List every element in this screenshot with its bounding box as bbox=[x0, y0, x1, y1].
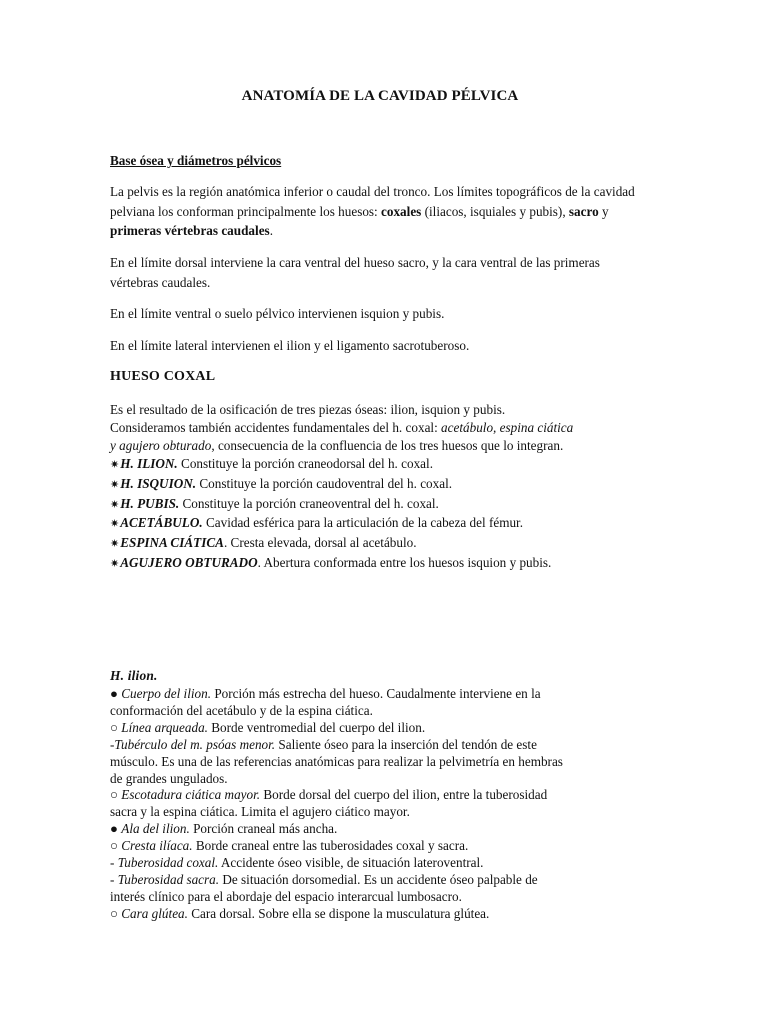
item-desc: Constituye la porción caudoventral del h. coxal. bbox=[196, 475, 453, 491]
list-item bbox=[110, 821, 650, 838]
paragraph-text: . bbox=[269, 223, 273, 238]
asterisk-bullet-icon: ✷ bbox=[110, 538, 120, 551]
asterisk-bullet-icon: ✷ bbox=[110, 458, 120, 471]
list-item bbox=[110, 475, 650, 495]
item-desc: Borde dorsal del cuerpo del ilion, entre la tuberosidad bbox=[260, 787, 548, 803]
bullet-icon: ○ bbox=[110, 787, 122, 803]
list-item bbox=[110, 754, 650, 771]
list-item bbox=[110, 686, 650, 703]
bullet-icon: - bbox=[110, 736, 115, 752]
intro-line-2 bbox=[110, 419, 650, 437]
item-term: Cara glútea. bbox=[121, 905, 188, 921]
heading-text: H. ilion. bbox=[110, 668, 158, 683]
item-desc: Saliente óseo para la inserción del tendón de este bbox=[275, 736, 537, 752]
paragraph-text: La pelvis es la región anatómica inferior o caudal del tronco. Los límites topográficos de la cavidad pelviana los conforman principalmente los huesos: bbox=[110, 184, 635, 219]
list-item bbox=[110, 855, 650, 872]
bullet-icon: - bbox=[110, 855, 118, 871]
bullet-icon: ○ bbox=[110, 905, 122, 921]
bullet-icon: ● bbox=[110, 686, 122, 701]
item-term: Tuberosidad coxal. bbox=[117, 855, 219, 871]
section-heading-hueso-coxal: HUESO COXAL bbox=[110, 369, 216, 384]
intro-text: Consideramos también accidentes fundamentales del h. coxal: bbox=[110, 419, 442, 435]
document-title: ANATOMÍA DE LA CAVIDAD PÉLVICA bbox=[241, 88, 519, 104]
item-term: H. PUBIS. bbox=[120, 495, 180, 511]
list-item bbox=[110, 455, 650, 475]
item-desc: . Abertura conformada entre los huesos isquion y pubis. bbox=[257, 555, 552, 571]
paragraph-limite-lateral: En el límite lateral intervienen el ilion y el ligamento sacrotuberoso. bbox=[110, 338, 470, 353]
paragraph-text: y bbox=[598, 203, 609, 219]
list-item bbox=[110, 514, 650, 534]
list-item bbox=[110, 872, 650, 889]
item-desc: Accidente óseo visible, de situación lateroventral. bbox=[218, 855, 484, 871]
item-desc: Cara dorsal. Sobre ella se dispone la musculatura glútea. bbox=[187, 905, 490, 921]
bullet-icon: - bbox=[110, 871, 118, 887]
item-desc: Cavidad esférica para la articulación de la cabeza del fémur. bbox=[202, 515, 524, 531]
list-item bbox=[110, 787, 650, 804]
item-desc: conformación del acetábulo y de la espina ciática. bbox=[110, 702, 373, 718]
item-term: Escotadura ciática mayor. bbox=[121, 787, 261, 803]
item-term: Cresta ilíaca. bbox=[121, 838, 193, 854]
bold-term-coxales: coxales bbox=[381, 203, 422, 219]
item-desc: Porción más estrecha del hueso. Caudalmente interviene en la bbox=[211, 686, 541, 701]
item-desc: . Cresta elevada, dorsal al acetábulo. bbox=[223, 535, 417, 551]
paragraph-limite-dorsal: En el límite dorsal interviene la cara ventral del hueso sacro, y la cara ventral de las primeras vértebras caudales. bbox=[110, 255, 600, 290]
bullet-icon: ○ bbox=[110, 719, 122, 735]
document-page bbox=[110, 0, 650, 1024]
item-desc: de grandes ungulados. bbox=[110, 770, 228, 786]
hueso-coxal-content bbox=[110, 401, 650, 574]
list-item bbox=[110, 906, 650, 923]
paragraph-limite-ventral: En el límite ventral o suelo pélvico intervienen isquion y pubis. bbox=[110, 306, 445, 321]
item-term: Línea arqueada. bbox=[121, 719, 208, 735]
asterisk-bullet-icon: ✷ bbox=[110, 558, 120, 571]
item-desc: Porción craneal más ancha. bbox=[189, 821, 338, 837]
h-ilion-content bbox=[110, 686, 650, 923]
item-desc: Constituye la porción craneodorsal del h. coxal. bbox=[177, 455, 433, 471]
paragraph-text: (iliacos, isquiales y pubis), bbox=[421, 203, 569, 219]
bold-term-sacro: sacro bbox=[568, 203, 599, 219]
item-term: Ala del ilion. bbox=[121, 821, 190, 837]
list-item bbox=[110, 534, 650, 554]
list-item bbox=[110, 804, 650, 821]
intro-text: , consecuencia de la confluencia de los tres huesos que lo integran. bbox=[211, 437, 564, 453]
intro-italic: acetábulo, espina ciática bbox=[441, 419, 574, 435]
item-desc: De situación dorsomedial. Es un accidente óseo palpable de bbox=[219, 871, 538, 887]
item-term: ESPINA CIÁTICA bbox=[120, 535, 224, 551]
item-desc: Constituye la porción craneoventral del h. coxal. bbox=[179, 495, 439, 511]
list-item bbox=[110, 889, 650, 906]
asterisk-bullet-icon: ✷ bbox=[110, 498, 120, 511]
list-item bbox=[110, 838, 650, 855]
item-term: ACETÁBULO. bbox=[120, 515, 203, 531]
item-desc: Borde craneal entre las tuberosidades coxal y sacra. bbox=[192, 838, 469, 854]
intro-italic: y agujero obturado bbox=[110, 437, 212, 453]
list-item bbox=[110, 771, 650, 788]
list-item bbox=[110, 495, 650, 515]
item-term: Tubérculo del m. psóas menor. bbox=[114, 736, 276, 752]
item-desc: interés clínico para el abordaje del espacio interarcual lumbosacro. bbox=[110, 888, 462, 904]
item-term: H. ILION. bbox=[120, 455, 178, 471]
section-heading-base-osea: Base ósea y diámetros pélvicos bbox=[110, 153, 282, 168]
paragraph-pelvis-intro bbox=[110, 182, 650, 241]
item-term: Tuberosidad sacra. bbox=[117, 871, 220, 887]
list-item bbox=[110, 720, 650, 737]
asterisk-bullet-icon: ✷ bbox=[110, 518, 120, 531]
item-term: Cuerpo del ilion. bbox=[121, 686, 212, 701]
item-desc: sacra y la espina ciática. Limita el agujero ciático mayor. bbox=[110, 804, 410, 820]
asterisk-bullet-icon: ✷ bbox=[110, 478, 120, 491]
item-desc: músculo. Es una de las referencias anatómicas para realizar la pelvimetría en hembras bbox=[110, 753, 563, 769]
intro-line-1: Es el resultado de la osificación de tres piezas óseas: ilion, isquion y pubis. bbox=[110, 402, 506, 417]
list-item bbox=[110, 737, 650, 754]
bullet-icon: ○ bbox=[110, 838, 122, 854]
bold-term-vertebras: primeras vértebras caudales bbox=[110, 223, 270, 238]
item-desc: Borde ventromedial del cuerpo del ilion. bbox=[207, 719, 426, 735]
list-item bbox=[110, 554, 650, 574]
list-item bbox=[110, 703, 650, 720]
item-term: AGUJERO OBTURADO bbox=[120, 555, 258, 571]
bullet-icon: ● bbox=[110, 821, 122, 837]
intro-line-3 bbox=[110, 437, 650, 455]
item-term: H. ISQUION. bbox=[120, 475, 197, 491]
section-heading-h-ilion bbox=[110, 668, 158, 684]
